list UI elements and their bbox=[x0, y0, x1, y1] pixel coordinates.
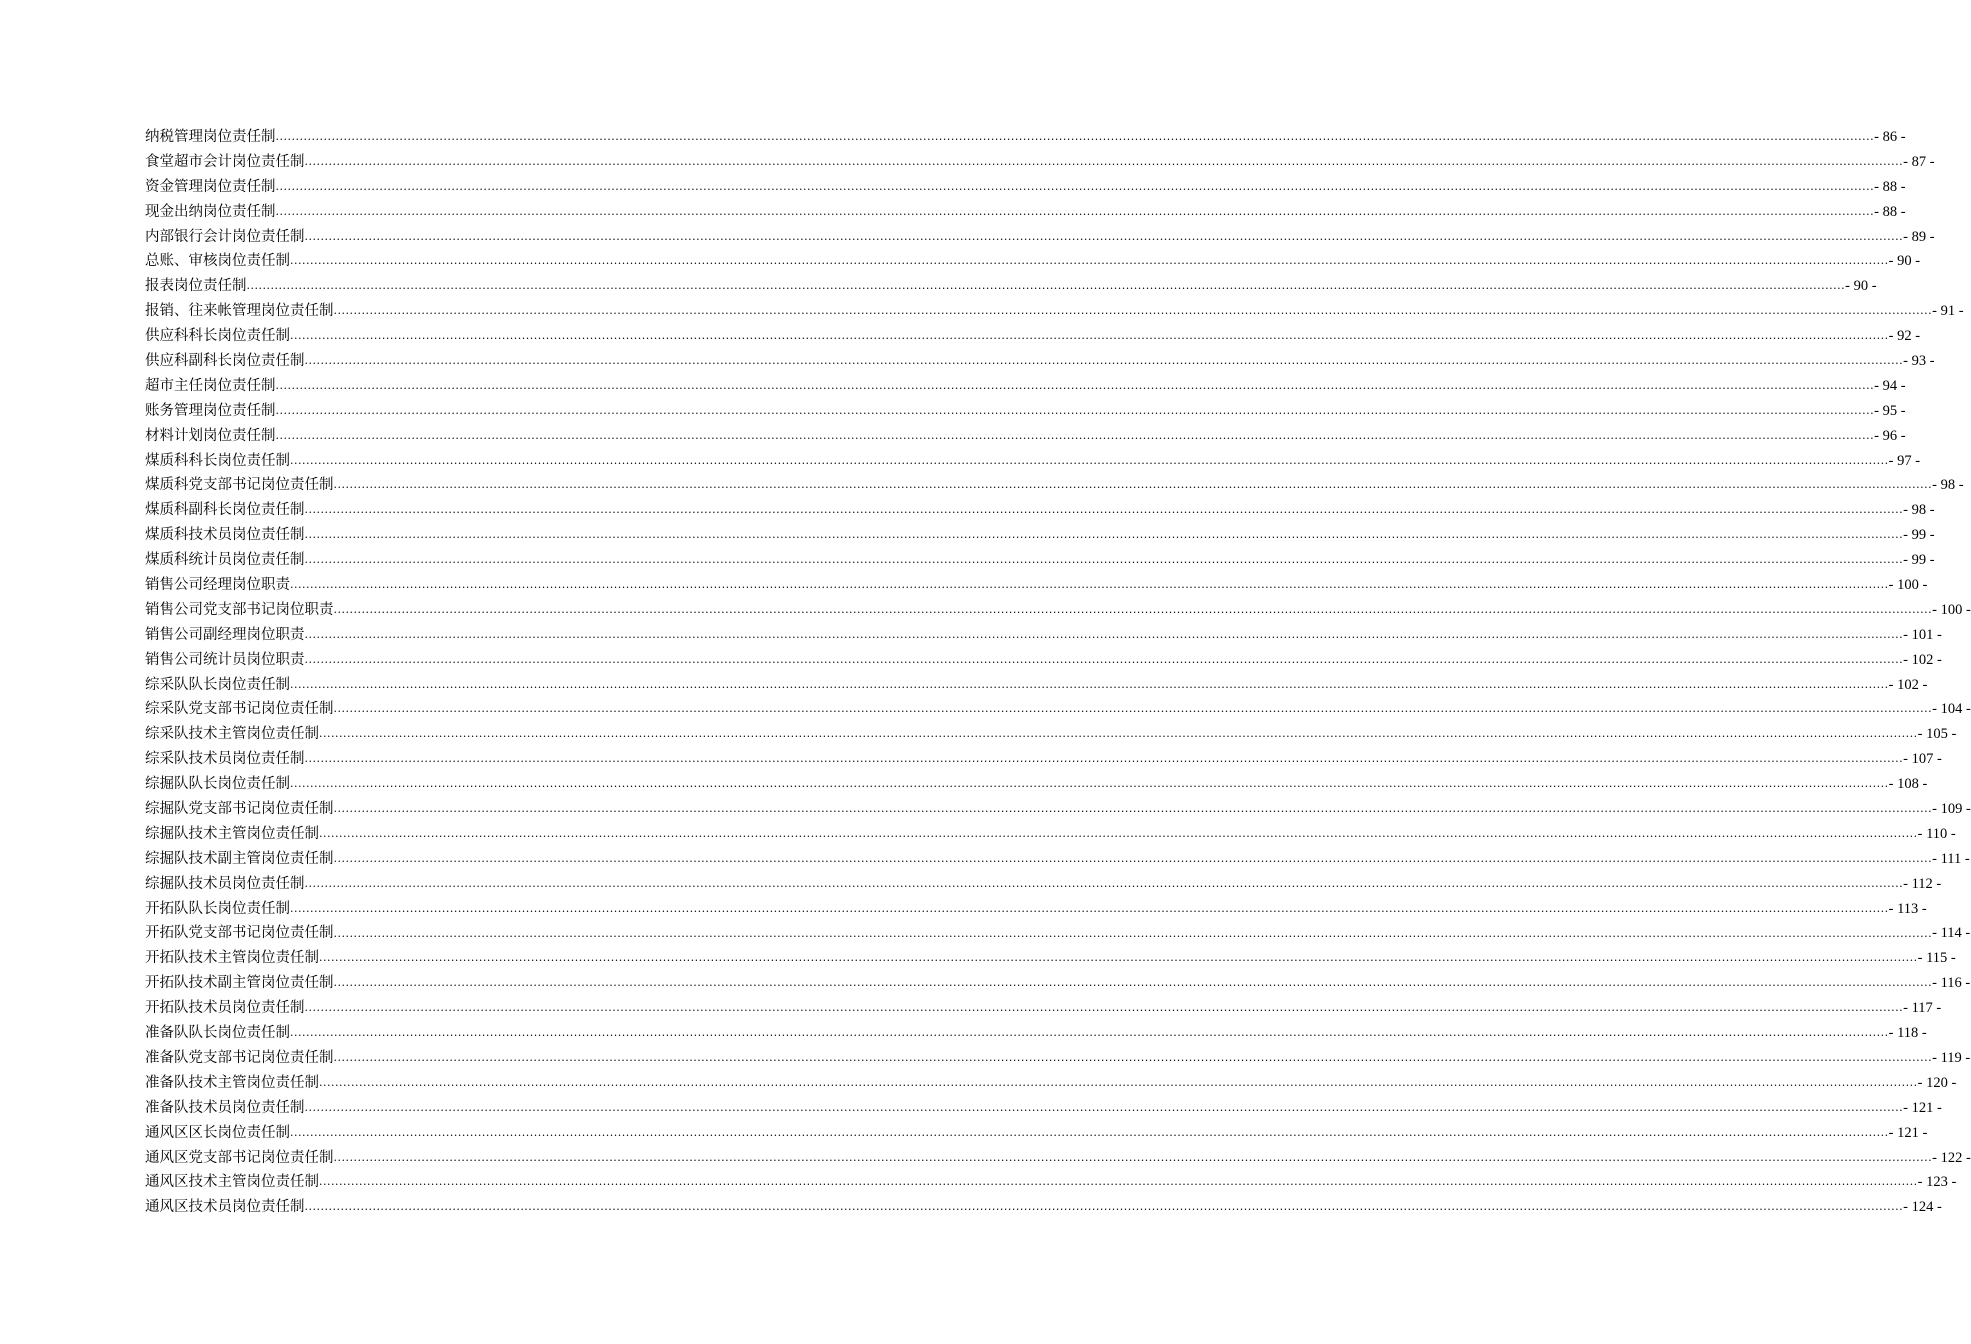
toc-dot-leader: ................................................................................................................................................................................................................................................................................................................................................................................................................ bbox=[290, 777, 1889, 791]
toc-entry-title: 煤质科科长岗位责任制 bbox=[145, 452, 290, 469]
toc-entry-page-number: - 100 - bbox=[1932, 601, 1971, 618]
toc-entry-page-number: - 109 - bbox=[1932, 801, 1971, 818]
toc-entry-page-number: - 100 - bbox=[1888, 577, 1928, 594]
toc-entry-title: 销售公司党支部书记岗位职责 bbox=[145, 601, 334, 618]
toc-dot-leader: ................................................................................................................................................................................................................................................................................................................................................................................................................ bbox=[333, 304, 1933, 318]
toc-entry[interactable] bbox=[145, 274, 1877, 299]
toc-entry-page-number: - 99 - bbox=[1903, 552, 1935, 569]
toc-entry[interactable] bbox=[145, 872, 1942, 897]
toc-entry[interactable] bbox=[145, 200, 1906, 225]
toc-entry-title: 综掘队技术主管岗位责任制 bbox=[145, 825, 319, 842]
toc-entry-title: 准备队党支部书记岗位责任制 bbox=[145, 1049, 334, 1066]
toc-entry[interactable] bbox=[145, 498, 1935, 523]
toc-dot-leader: ................................................................................................................................................................................................................................................................................................................................................................................................................ bbox=[290, 329, 1889, 343]
toc-entry[interactable] bbox=[145, 847, 1970, 872]
toc-dot-leader: ................................................................................................................................................................................................................................................................................................................................................................................................................ bbox=[304, 1001, 1904, 1015]
toc-entry-page-number: - 102 - bbox=[1903, 651, 1942, 668]
toc-entry-title: 煤质科统计员岗位责任制 bbox=[145, 552, 305, 569]
toc-entry[interactable] bbox=[145, 374, 1906, 399]
toc-entry[interactable] bbox=[145, 1071, 1957, 1096]
toc-entry-title: 煤质科技术员岗位责任制 bbox=[145, 527, 305, 544]
toc-entry-title: 销售公司副经理岗位职责 bbox=[145, 626, 305, 643]
toc-dot-leader: ................................................................................................................................................................................................................................................................................................................................................................................................................ bbox=[290, 453, 1889, 467]
toc-entry-title: 总账、审核岗位责任制 bbox=[145, 253, 290, 270]
toc-dot-leader: ................................................................................................................................................................................................................................................................................................................................................................................................................ bbox=[333, 1050, 1933, 1064]
toc-entry-title: 开拓队队长岗位责任制 bbox=[145, 900, 290, 917]
toc-entry-page-number: - 96 - bbox=[1874, 427, 1906, 444]
toc-entry[interactable] bbox=[145, 996, 1942, 1021]
toc-entry[interactable] bbox=[145, 299, 1964, 324]
toc-entry-title: 开拓队党支部书记岗位责任制 bbox=[145, 925, 334, 942]
toc-dot-leader: ................................................................................................................................................................................................................................................................................................................................................................................................................ bbox=[304, 752, 1904, 766]
toc-entry[interactable] bbox=[145, 822, 1956, 847]
toc-dot-leader: ................................................................................................................................................................................................................................................................................................................................................................................................................ bbox=[304, 1100, 1904, 1114]
toc-entry-title: 纳税管理岗位责任制 bbox=[145, 128, 276, 145]
toc-entry-page-number: - 89 - bbox=[1903, 228, 1935, 245]
toc-dot-leader: ................................................................................................................................................................................................................................................................................................................................................................................................................ bbox=[333, 1150, 1933, 1164]
toc-entry-title: 煤质科副科长岗位责任制 bbox=[145, 502, 305, 519]
toc-entry-title: 综掘队党支部书记岗位责任制 bbox=[145, 801, 334, 818]
toc-entry[interactable] bbox=[145, 648, 1942, 673]
toc-dot-leader: ................................................................................................................................................................................................................................................................................................................................................................................................................ bbox=[333, 702, 1933, 716]
toc-dot-leader: ................................................................................................................................................................................................................................................................................................................................................................................................................ bbox=[290, 1026, 1889, 1040]
toc-entry-title: 账务管理岗位责任制 bbox=[145, 402, 276, 419]
toc-entry-page-number: - 101 - bbox=[1903, 626, 1942, 643]
toc-entry-page-number: - 116 - bbox=[1932, 975, 1971, 992]
toc-entry[interactable] bbox=[145, 797, 1971, 822]
toc-dot-leader: ................................................................................................................................................................................................................................................................................................................................................................................................................ bbox=[275, 428, 1875, 442]
toc-entry[interactable] bbox=[145, 897, 1927, 922]
toc-entry-title: 综采队技术员岗位责任制 bbox=[145, 751, 305, 768]
toc-dot-leader: ................................................................................................................................................................................................................................................................................................................................................................................................................ bbox=[333, 976, 1933, 990]
toc-entry-title: 综采队党支部书记岗位责任制 bbox=[145, 701, 334, 718]
toc-entry-page-number: - 122 - bbox=[1932, 1149, 1971, 1166]
toc-entry-page-number: - 121 - bbox=[1903, 1099, 1942, 1116]
toc-dot-leader: ................................................................................................................................................................................................................................................................................................................................................................................................................ bbox=[304, 876, 1904, 890]
toc-dot-leader: ................................................................................................................................................................................................................................................................................................................................................................................................................ bbox=[290, 578, 1889, 592]
toc-entry[interactable] bbox=[145, 573, 1928, 598]
toc-entry[interactable] bbox=[145, 150, 1935, 175]
toc-entry-page-number: - 88 - bbox=[1874, 178, 1906, 195]
toc-entry-title: 通风区技术主管岗位责任制 bbox=[145, 1174, 319, 1191]
toc-entry[interactable] bbox=[145, 971, 1971, 996]
toc-entry-page-number: - 123 - bbox=[1917, 1174, 1957, 1191]
toc-entry[interactable] bbox=[145, 722, 1957, 747]
toc-entry[interactable] bbox=[145, 548, 1935, 573]
toc-entry-title: 开拓队技术主管岗位责任制 bbox=[145, 950, 319, 967]
toc-entry[interactable] bbox=[145, 623, 1942, 648]
toc-dot-leader: ................................................................................................................................................................................................................................................................................................................................................................................................................ bbox=[319, 1175, 1918, 1189]
toc-entry[interactable] bbox=[145, 1146, 1971, 1171]
toc-dot-leader: ................................................................................................................................................................................................................................................................................................................................................................................................................ bbox=[304, 528, 1904, 542]
toc-entry-title: 通风区党支部书记岗位责任制 bbox=[145, 1149, 334, 1166]
toc-entry-page-number: - 110 - bbox=[1917, 825, 1956, 842]
toc-entry-page-number: - 105 - bbox=[1917, 726, 1957, 743]
toc-entry[interactable] bbox=[145, 673, 1928, 698]
toc-entry-title: 现金出纳岗位责任制 bbox=[145, 203, 276, 220]
toc-dot-leader: ................................................................................................................................................................................................................................................................................................................................................................................................................ bbox=[333, 602, 1933, 616]
toc-entry-title: 综掘队队长岗位责任制 bbox=[145, 776, 290, 793]
toc-entry-title: 通风区技术员岗位责任制 bbox=[145, 1199, 305, 1216]
toc-entry-page-number: - 86 - bbox=[1874, 128, 1906, 145]
toc-entry-page-number: - 98 - bbox=[1932, 477, 1964, 494]
toc-entry-page-number: - 108 - bbox=[1888, 776, 1928, 793]
toc-entry[interactable] bbox=[145, 697, 1971, 722]
toc-entry[interactable] bbox=[145, 1121, 1928, 1146]
toc-dot-leader: ................................................................................................................................................................................................................................................................................................................................................................................................................ bbox=[319, 826, 1918, 840]
toc-entry-page-number: - 115 - bbox=[1917, 950, 1956, 967]
toc-entry-title: 材料计划岗位责任制 bbox=[145, 427, 276, 444]
toc-entry-title: 煤质科党支部书记岗位责任制 bbox=[145, 477, 334, 494]
toc-entry[interactable] bbox=[145, 349, 1935, 374]
toc-entry[interactable] bbox=[145, 523, 1935, 548]
toc-entry-page-number: - 90 - bbox=[1888, 253, 1921, 270]
toc-entry[interactable] bbox=[145, 324, 1921, 349]
toc-dot-leader: ................................................................................................................................................................................................................................................................................................................................................................................................................ bbox=[275, 179, 1875, 193]
toc-entry[interactable] bbox=[145, 747, 1942, 772]
toc-dot-leader: ................................................................................................................................................................................................................................................................................................................................................................................................................ bbox=[319, 951, 1918, 965]
toc-entry[interactable] bbox=[145, 1046, 1971, 1071]
toc-entry[interactable] bbox=[145, 473, 1964, 498]
toc-entry-page-number: - 118 - bbox=[1888, 1025, 1927, 1042]
toc-entry[interactable] bbox=[145, 175, 1906, 200]
toc-entry[interactable] bbox=[145, 399, 1906, 424]
toc-dot-leader: ................................................................................................................................................................................................................................................................................................................................................................................................................ bbox=[333, 926, 1933, 940]
toc-entry[interactable] bbox=[145, 1021, 1927, 1046]
toc-dot-leader: ................................................................................................................................................................................................................................................................................................................................................................................................................ bbox=[304, 154, 1904, 168]
toc-entry[interactable] bbox=[145, 772, 1928, 797]
toc-entry-page-number: - 120 - bbox=[1917, 1074, 1957, 1091]
toc-entry-title: 准备队技术员岗位责任制 bbox=[145, 1099, 305, 1116]
toc-entry-title: 供应科科长岗位责任制 bbox=[145, 328, 290, 345]
toc-dot-leader: ................................................................................................................................................................................................................................................................................................................................................................................................................ bbox=[304, 1200, 1904, 1214]
toc-entry[interactable] bbox=[145, 946, 1956, 971]
toc-entry-page-number: - 117 - bbox=[1903, 1000, 1942, 1017]
toc-dot-leader: ................................................................................................................................................................................................................................................................................................................................................................................................................ bbox=[290, 254, 1889, 268]
table-of-contents bbox=[145, 125, 1971, 1220]
toc-dot-leader: ................................................................................................................................................................................................................................................................................................................................................................................................................ bbox=[304, 229, 1904, 243]
toc-dot-leader: ................................................................................................................................................................................................................................................................................................................................................................................................................ bbox=[304, 354, 1904, 368]
toc-entry-page-number: - 93 - bbox=[1903, 353, 1935, 369]
toc-dot-leader: ................................................................................................................................................................................................................................................................................................................................................................................................................ bbox=[304, 503, 1904, 517]
toc-dot-leader: ................................................................................................................................................................................................................................................................................................................................................................................................................ bbox=[333, 851, 1933, 865]
toc-entry-title: 准备队技术主管岗位责任制 bbox=[145, 1074, 319, 1091]
toc-dot-leader: ................................................................................................................................................................................................................................................................................................................................................................................................................ bbox=[319, 1075, 1918, 1089]
toc-entry-page-number: - 114 - bbox=[1932, 925, 1971, 942]
toc-dot-leader: ................................................................................................................................................................................................................................................................................................................................................................................................................ bbox=[275, 378, 1875, 392]
toc-entry-title: 综采队队长岗位责任制 bbox=[145, 676, 290, 693]
toc-dot-leader: ................................................................................................................................................................................................................................................................................................................................................................................................................ bbox=[304, 627, 1904, 641]
toc-dot-leader: ................................................................................................................................................................................................................................................................................................................................................................................................................ bbox=[333, 802, 1933, 816]
toc-entry-page-number: - 94 - bbox=[1874, 377, 1906, 394]
toc-entry-title: 综掘队技术副主管岗位责任制 bbox=[145, 850, 334, 867]
toc-entry-page-number: - 124 - bbox=[1903, 1199, 1942, 1216]
toc-entry-page-number: - 102 - bbox=[1888, 676, 1928, 693]
toc-entry-title: 通风区区长岗位责任制 bbox=[145, 1124, 290, 1141]
toc-entry-title: 综掘队技术员岗位责任制 bbox=[145, 875, 305, 892]
toc-entry[interactable] bbox=[145, 225, 1935, 250]
toc-entry[interactable] bbox=[145, 249, 1921, 274]
toc-entry-title: 报表岗位责任制 bbox=[145, 278, 247, 295]
toc-entry-page-number: - 104 - bbox=[1932, 701, 1971, 718]
toc-dot-leader: ................................................................................................................................................................................................................................................................................................................................................................................................................ bbox=[290, 677, 1889, 691]
toc-entry-title: 开拓队技术员岗位责任制 bbox=[145, 1000, 305, 1017]
toc-entry-title: 综采队技术主管岗位责任制 bbox=[145, 726, 319, 743]
toc-dot-leader: ................................................................................................................................................................................................................................................................................................................................................................................................................ bbox=[275, 130, 1875, 143]
toc-dot-leader: ................................................................................................................................................................................................................................................................................................................................................................................................................ bbox=[304, 553, 1904, 567]
toc-entry-page-number: - 92 - bbox=[1888, 328, 1921, 345]
toc-dot-leader: ................................................................................................................................................................................................................................................................................................................................................................................................................ bbox=[304, 652, 1904, 666]
toc-entry-title: 内部银行会计岗位责任制 bbox=[145, 228, 305, 245]
toc-entry-title: 供应科副科长岗位责任制 bbox=[145, 353, 305, 369]
toc-entry[interactable] bbox=[145, 1096, 1942, 1121]
toc-entry-title: 销售公司经理岗位职责 bbox=[145, 577, 290, 594]
toc-dot-leader: ................................................................................................................................................................................................................................................................................................................................................................................................................ bbox=[275, 204, 1875, 218]
toc-entry-title: 准备队队长岗位责任制 bbox=[145, 1025, 290, 1042]
toc-entry-page-number: - 88 - bbox=[1874, 203, 1906, 220]
toc-entry-page-number: - 113 - bbox=[1888, 900, 1927, 917]
toc-entry-page-number: - 97 - bbox=[1888, 452, 1921, 469]
toc-entry-page-number: - 111 - bbox=[1932, 850, 1970, 867]
toc-entry-title: 报销、往来帐管理岗位责任制 bbox=[145, 303, 334, 320]
toc-entry[interactable] bbox=[145, 424, 1906, 449]
toc-dot-leader: ................................................................................................................................................................................................................................................................................................................................................................................................................ bbox=[290, 1125, 1889, 1139]
toc-entry-title: 资金管理岗位责任制 bbox=[145, 178, 276, 195]
toc-entry-title: 超市主任岗位责任制 bbox=[145, 377, 276, 394]
toc-dot-leader: ................................................................................................................................................................................................................................................................................................................................................................................................................ bbox=[275, 403, 1875, 417]
toc-entry[interactable] bbox=[145, 449, 1921, 474]
toc-entry-page-number: - 98 - bbox=[1903, 502, 1935, 519]
toc-entry[interactable] bbox=[145, 598, 1971, 623]
toc-entry-title: 开拓队技术副主管岗位责任制 bbox=[145, 975, 334, 992]
toc-entry-page-number: - 119 - bbox=[1932, 1049, 1971, 1066]
toc-entry[interactable] bbox=[145, 1170, 1957, 1195]
toc-entry-page-number: - 87 - bbox=[1903, 153, 1935, 170]
toc-entry-page-number: - 121 - bbox=[1888, 1124, 1928, 1141]
toc-dot-leader: ................................................................................................................................................................................................................................................................................................................................................................................................................ bbox=[333, 478, 1933, 492]
toc-dot-leader: ................................................................................................................................................................................................................................................................................................................................................................................................................ bbox=[290, 901, 1889, 915]
toc-entry-title: 食堂超市会计岗位责任制 bbox=[145, 153, 305, 170]
toc-entry[interactable] bbox=[145, 1195, 1942, 1220]
toc-dot-leader: ................................................................................................................................................................................................................................................................................................................................................................................................................ bbox=[246, 279, 1846, 293]
toc-entry-page-number: - 95 - bbox=[1874, 402, 1906, 419]
toc-entry-page-number: - 99 - bbox=[1903, 527, 1935, 544]
toc-entry-page-number: - 112 - bbox=[1903, 875, 1942, 892]
toc-entry-page-number: - 91 - bbox=[1932, 303, 1964, 320]
toc-entry-page-number: - 107 - bbox=[1903, 751, 1942, 768]
toc-entry-title: 销售公司统计员岗位职责 bbox=[145, 651, 305, 668]
toc-entry[interactable] bbox=[145, 125, 1906, 150]
toc-entry-page-number: - 90 - bbox=[1845, 278, 1877, 295]
toc-dot-leader: ................................................................................................................................................................................................................................................................................................................................................................................................................ bbox=[319, 727, 1918, 741]
toc-entry[interactable] bbox=[145, 922, 1971, 947]
